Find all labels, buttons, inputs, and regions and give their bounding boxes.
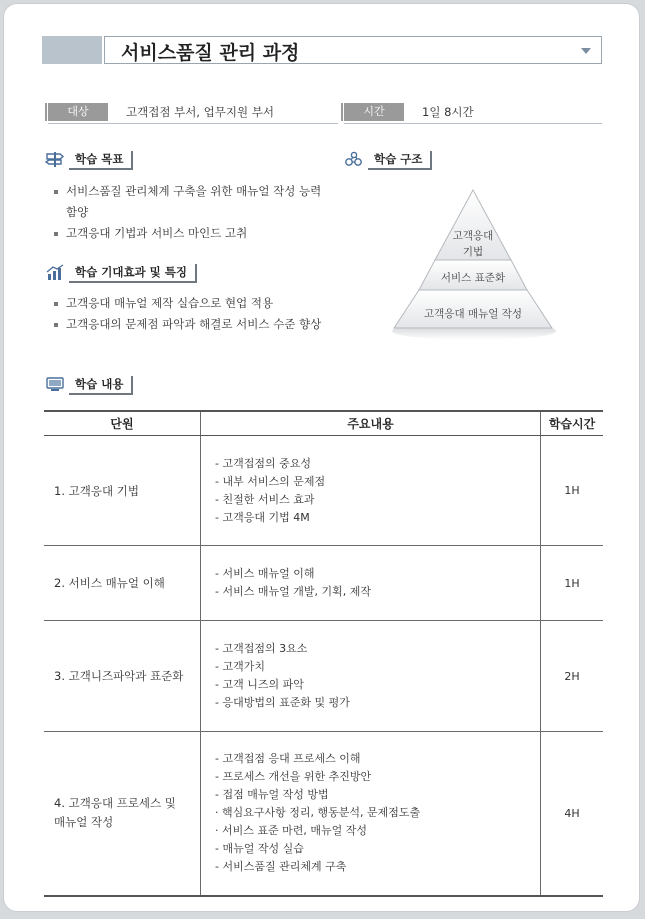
column-header-hours: 학습시간	[541, 411, 604, 436]
pyramid-top-label-1: 고객응대	[452, 230, 494, 242]
content-cell	[201, 546, 541, 621]
table-row	[44, 732, 603, 896]
unit-name: 1. 고객응대 기법	[54, 483, 139, 498]
unit-cell	[44, 436, 201, 546]
content-line: - 매뉴얼 작성 실습	[215, 842, 304, 856]
column-header-unit: 단원	[44, 411, 201, 436]
goal-item-continuation: 함양	[66, 205, 89, 219]
course-card	[3, 3, 640, 912]
content-heading-label: 학습 내용	[69, 376, 133, 395]
unit-cell	[44, 732, 201, 896]
molecule-icon	[344, 151, 364, 168]
content-cell	[201, 436, 541, 546]
unit-name: 2. 서비스 매뉴얼 이해	[54, 576, 165, 590]
column-header-content: 주요내용	[201, 411, 541, 436]
content-line: - 서비스 매뉴얼 개발, 기획, 제작	[215, 585, 371, 598]
content-line: - 고객가치	[215, 660, 265, 673]
content-line: - 고객 니즈의 파악	[215, 678, 304, 691]
content-line: - 고객접점 응대 프로세스 이해	[215, 752, 361, 766]
content-line: - 프로세스 개선을 위한 추진방안	[215, 770, 372, 784]
goals-list	[52, 181, 342, 244]
signpost-icon	[45, 151, 65, 168]
title-accent-block	[42, 36, 102, 64]
hours-cell: 2H	[541, 621, 604, 732]
effects-heading-label: 학습 기대효과 및 특징	[69, 264, 197, 283]
dropdown-arrow-icon	[581, 48, 591, 54]
content-line: - 고객접점의 3요소	[215, 642, 308, 655]
target-value: 고객접점 부서, 업무지원 부서	[126, 105, 274, 119]
content-line: - 고객접점의 중요성	[215, 456, 311, 470]
goal-item: 고객응대 기법과 서비스 마인드 고취	[52, 223, 342, 244]
time-value: 1일 8시간	[422, 105, 474, 119]
pyramid-bottom-label: 고객응대 매뉴얼 작성	[424, 308, 522, 320]
content-cell	[201, 732, 541, 896]
content-line: · 서비스 표준 마련, 매뉴얼 작성	[215, 824, 367, 838]
curriculum-table	[44, 410, 603, 897]
content-line: - 고객응대 기법 4M	[215, 510, 310, 524]
content-line: - 내부 서비스의 문제점	[215, 474, 326, 488]
effect-item: 고객응대 매뉴얼 제작 실습으로 현업 적용	[52, 293, 342, 314]
time-tag: 시간	[344, 103, 404, 121]
hours-cell: 1H	[541, 546, 604, 621]
target-row	[48, 103, 338, 124]
structure-heading-label: 학습 구조	[368, 151, 432, 170]
content-cell	[201, 621, 541, 732]
hours-cell: 1H	[541, 436, 604, 546]
unit-cell	[44, 546, 201, 621]
monitor-icon	[45, 376, 65, 393]
goal-item: 서비스품질 관리체계 구축을 위한 매뉴얼 작성 능력	[52, 181, 342, 202]
table-row	[44, 436, 603, 546]
hours-cell: 4H	[541, 732, 604, 896]
table-header-row	[44, 411, 603, 436]
effects-list	[52, 293, 342, 335]
goals-heading-label: 학습 목표	[69, 151, 133, 170]
table-row	[44, 621, 603, 732]
content-line: · 핵심요구사항 정리, 행동분석, 문제점도출	[215, 806, 421, 820]
unit-cell	[44, 621, 201, 732]
content-line: - 서비스품질 관리체계 구축	[215, 860, 347, 874]
unit-name-continued: 매뉴얼 작성	[54, 815, 114, 830]
pyramid-top-label-2: 기법	[462, 246, 484, 258]
content-line: - 친절한 서비스 효과	[215, 492, 315, 506]
bar-chart-icon	[45, 264, 65, 281]
table-row	[44, 546, 603, 621]
effect-item: 고객응대의 문제점 파악과 해결로 서비스 수준 향상	[52, 314, 342, 335]
pyramid-middle-label: 서비스 표준화	[440, 272, 506, 284]
content-line: - 접점 매뉴얼 작성 방법	[215, 788, 329, 802]
page-title: 서비스품질 관리 과정	[121, 42, 300, 64]
time-row	[344, 103, 602, 124]
unit-name: 3. 고객니즈파악과 표준화	[54, 669, 184, 683]
title-bar	[104, 36, 602, 64]
content-line: - 응대방법의 표준화 및 평가	[215, 696, 350, 709]
content-line: - 서비스 매뉴얼 이해	[215, 567, 315, 580]
unit-name: 4. 고객응대 프로세스 및	[54, 796, 176, 811]
target-tag: 대상	[48, 103, 108, 121]
